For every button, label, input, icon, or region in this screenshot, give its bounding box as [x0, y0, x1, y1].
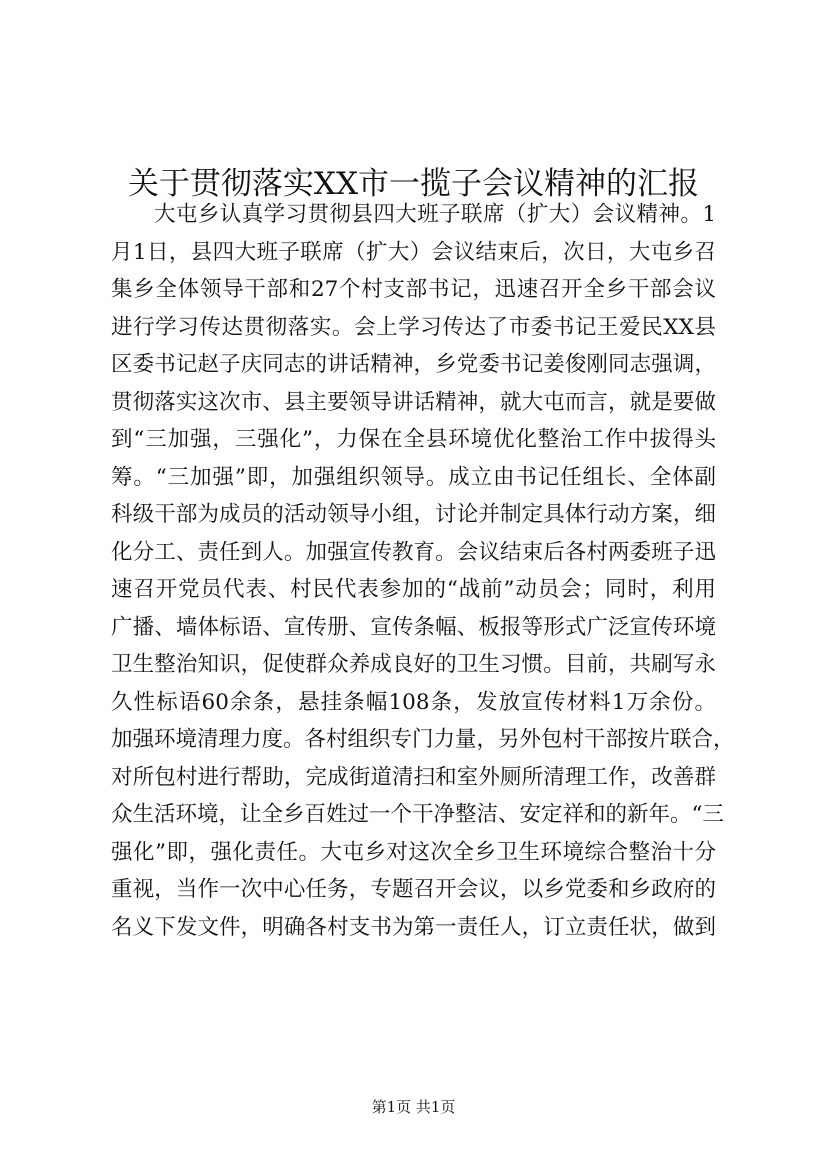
page-number-footer: 第1页 共1页 — [371, 1098, 456, 1116]
document-body — [111, 196, 735, 946]
body-line: 速召开党员代表、村民代表参加的“战前”动员会；同时，利用 — [111, 577, 716, 602]
body-line: 广播、墙体标语、宣传册、宣传条幅、板报等形式广泛宣传环境 — [111, 614, 716, 640]
body-line: 科级干部为成员的活动领导小组，讨论并制定具体行动方案，细 — [111, 502, 716, 527]
body-line: 对所包村进行帮助，完成街道清扫和室外厕所清理工作，改善群 — [111, 764, 716, 790]
body-line: 区委书记赵子庆同志的讲话精神，乡党委书记姜俊刚同志强调， — [111, 352, 716, 377]
body-line: 久性标语60余条，悬挂条幅108条，发放宣传材料1万余份。 — [111, 689, 716, 715]
body-line: 筹。“三加强”即，加强组织领导。成立由书记任组长、全体副 — [111, 464, 716, 490]
body-line: 进行学习传达贯彻落实。会上学习传达了市委书记王爱民XX县 — [111, 314, 716, 340]
body-line: 众生活环境，让全乡百姓过一个干净整洁、安定祥和的新年。“三 — [111, 802, 724, 827]
body-line: 重视，当作一次中心任务，专题召开会议，以乡党委和乡政府的 — [111, 877, 716, 902]
body-line: 卫生整治知识，促使群众养成良好的卫生习惯。目前，共刷写永 — [111, 652, 716, 677]
body-line: 到“三加强，三强化”，力保在全县环境优化整治工作中拔得头 — [111, 427, 716, 452]
body-line: 加强环境清理力度。各村组织专门力量，另外包村干部按片联合， — [111, 727, 735, 752]
body-line: 大屯乡认真学习贯彻县四大班子联席（扩大）会议精神。1 — [154, 202, 716, 227]
body-line: 化分工、责任到人。加强宣传教育。会议结束后各村两委班子迅 — [111, 539, 716, 565]
body-line: 集乡全体领导干部和27个村支部书记，迅速召开全乡干部会议 — [111, 277, 716, 302]
document-title: 关于贯彻落实XX市一揽子会议精神的汇报 — [127, 165, 700, 202]
body-line: 贯彻落实这次市、县主要领导讲话精神，就大屯而言，就是要做 — [111, 389, 716, 415]
body-line: 月1日，县四大班子联席（扩大）会议结束后，次日，大屯乡召 — [111, 239, 716, 265]
body-line: 强化”即，强化责任。大屯乡对这次全乡卫生环境综合整治十分 — [111, 839, 716, 865]
body-line: 名义下发文件，明确各村支书为第一责任人，订立责任状，做到 — [111, 914, 716, 940]
